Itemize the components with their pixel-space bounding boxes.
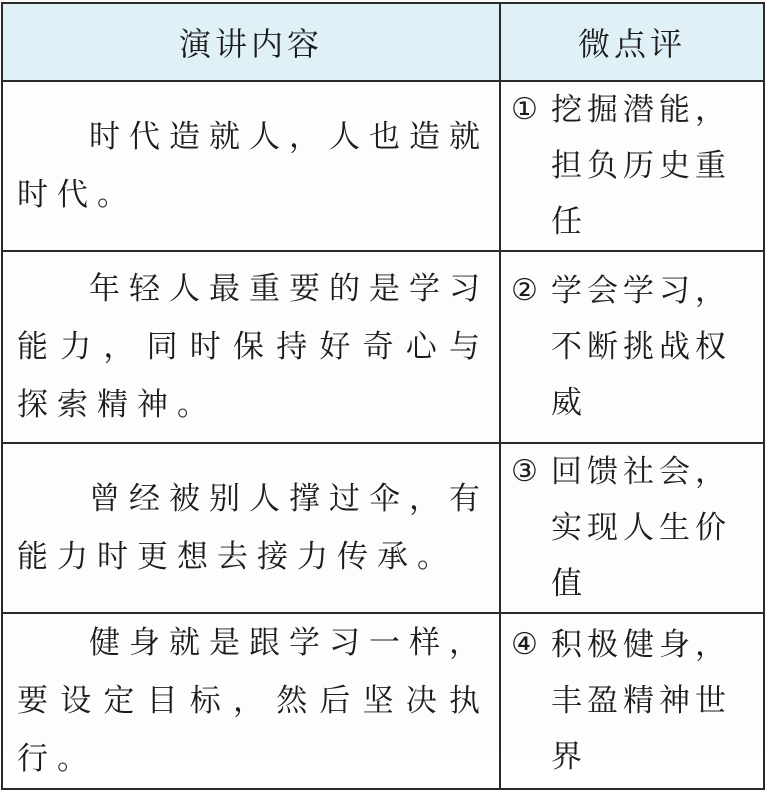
comment-text: 挖掘潜能，担负历史重任 — [551, 92, 731, 240]
comment-cell — [500, 613, 764, 789]
table-row — [2, 443, 764, 613]
speech-content-cell: 时代造就人，人也造就时代。 — [2, 81, 500, 251]
comment-cell — [500, 81, 764, 251]
comment-number: ① — [511, 92, 538, 127]
comment-cell — [500, 251, 764, 443]
table-row — [2, 81, 764, 251]
comment-number: ② — [511, 273, 538, 308]
header-mini-comment: 微点评 — [500, 3, 764, 81]
speech-content-cell: 曾经被别人撑过伞，有能力时更想去接力传承。 — [2, 443, 500, 613]
speech-content-cell: 健身就是跟学习一样，要设定目标，然后坚决执行。 — [2, 613, 500, 789]
comment-number: ④ — [511, 627, 538, 662]
table-row — [2, 613, 764, 789]
comment-inner — [511, 617, 755, 785]
table-row — [2, 251, 764, 443]
speech-comment-table — [1, 2, 765, 790]
comment-text: 回馈社会，实现人生价值 — [551, 454, 731, 602]
comment-text: 学会学习，不断挑战权威 — [551, 273, 731, 421]
header-row — [2, 3, 764, 81]
comment-inner — [511, 263, 755, 431]
comment-inner — [511, 82, 755, 250]
comment-cell — [500, 443, 764, 613]
comment-text: 积极健身，丰盈精神世界 — [551, 627, 731, 775]
speech-content-cell: 年轻人最重要的是学习能力，同时保持好奇心与探索精神。 — [2, 251, 500, 443]
comment-inner — [511, 444, 755, 612]
header-speech-content: 演讲内容 — [2, 3, 500, 81]
comment-number: ③ — [511, 454, 538, 489]
